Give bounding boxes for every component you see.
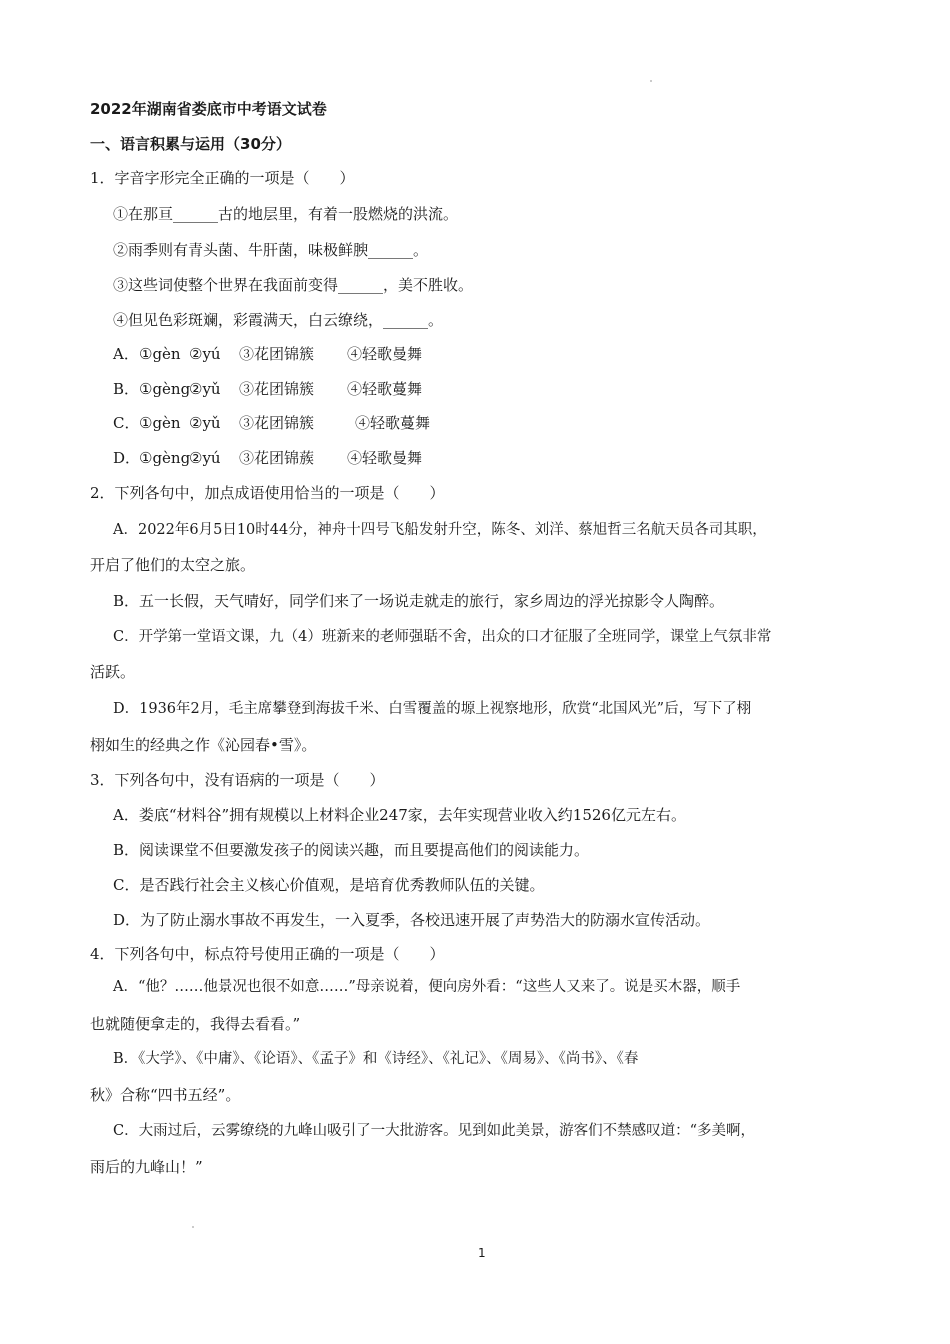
option-part: ①gèn <box>139 414 181 432</box>
question-2-option-a-continued: 开启了他们的太空之旅。 <box>90 556 256 574</box>
question-1-option-b <box>113 379 422 399</box>
option-label: B． <box>113 380 140 398</box>
option-part: ②yú <box>189 345 221 363</box>
document-title: 2022年湖南省娄底市中考语文试卷 <box>90 100 327 118</box>
question-2-option-c-continued: 活跃。 <box>90 663 136 681</box>
option-label: D． <box>113 449 141 467</box>
scan-speck <box>192 1226 194 1228</box>
option-part: ④轻歌曼舞 <box>347 345 423 363</box>
option-part: ①gèng <box>139 380 191 398</box>
section-heading: 一、语言积累与运用（30分） <box>90 135 291 153</box>
scan-speck <box>650 80 652 82</box>
question-1-sentence-1: ①在那亘______古的地层里，有着一股燃烧的洪流。 <box>113 205 459 223</box>
question-4-option-a: A．“他？……他景况也很不如意……”母亲说着，便向房外看：“这些人又来了。说是买木器，顺手 <box>113 979 741 995</box>
question-1-stem: 1．字音字形完全正确的一项是（ ） <box>90 169 355 187</box>
question-2-option-d: D．1936年2月，毛主席攀登到海拔千米、白雪覆盖的塬上视察地形，欣赏“北国风光”后，写下了栩 <box>113 701 752 717</box>
question-2-option-d-continued: 栩如生的经典之作《沁园春•雪》。 <box>90 736 317 754</box>
option-part: ①gèng <box>139 449 191 467</box>
question-2-option-c: C．开学第一堂语文课，九（4）班新来的老师强聒不舍，出众的口才征服了全班同学，课堂上气氛非常 <box>113 629 772 645</box>
option-part: ④轻歌蔓舞 <box>347 380 423 398</box>
question-1-sentence-4: ④但见色彩斑斓，彩霞满天，白云缭绕，______。 <box>113 311 444 329</box>
option-part: ①gèn <box>139 345 181 363</box>
question-1-sentence-2: ②雨季则有青头菌、牛肝菌，味极鲜腴______。 <box>113 241 429 259</box>
question-2-option-b: B．五一长假，天气晴好，同学们来了一场说走就走的旅行，家乡周边的浮光掠影令人陶醉。 <box>113 592 725 610</box>
option-part: ④轻歌蔓舞 <box>355 414 431 432</box>
question-3-option-d: D．为了防止溺水事故不再发生，一入夏季，各校迅速开展了声势浩大的防溺水宣传活动。 <box>113 911 711 929</box>
question-2-stem: 2．下列各句中，加点成语使用恰当的一项是（ ） <box>90 484 445 502</box>
question-3-option-b: B．阅读课堂不但要激发孩子的阅读兴趣，而且要提高他们的阅读能力。 <box>113 841 590 859</box>
option-label: C． <box>113 414 140 432</box>
question-4-stem: 4．下列各句中，标点符号使用正确的一项是（ ） <box>90 945 445 963</box>
question-1-sentence-3: ③这些词使整个世界在我面前变得______，美不胜收。 <box>113 276 474 294</box>
option-part: ④轻歌曼舞 <box>347 449 423 467</box>
question-3-stem: 3．下列各句中，没有语病的一项是（ ） <box>90 771 385 789</box>
question-3-option-a: A．娄底“材料谷”拥有规模以上材料企业247家，去年实现营业收入约1526亿元左右。 <box>113 806 686 824</box>
option-part: ②yǔ <box>189 380 221 398</box>
question-1-option-c <box>113 413 430 433</box>
question-4-option-a-continued: 也就随便拿走的，我得去看看。” <box>90 1015 301 1033</box>
option-part: ③花团锦簇 <box>239 380 315 398</box>
page-number: 1 <box>478 1246 486 1260</box>
question-4-option-c: C．大雨过后，云雾缭绕的九峰山吸引了一大批游客。见到如此美景，游客们不禁感叹道：“多美啊， <box>113 1123 756 1139</box>
question-4-option-b: B．《大学》、《中庸》、《论语》、《孟子》和《诗经》、《礼记》、《周易》、《尚书》、《春 <box>113 1051 639 1067</box>
option-label: A． <box>113 345 139 363</box>
question-4-option-b-continued: 秋》合称“四书五经”。 <box>90 1086 241 1104</box>
option-part: ②yǔ <box>189 414 221 432</box>
question-3-option-c: C．是否践行社会主义核心价值观，是培育优秀教师队伍的关键。 <box>113 876 545 894</box>
option-part: ③花团锦蔟 <box>239 449 315 467</box>
question-1-option-d <box>113 448 422 468</box>
question-4-option-c-continued: 雨后的九峰山！” <box>90 1158 203 1176</box>
option-part: ③花团锦簇 <box>239 414 315 432</box>
option-part: ②yú <box>189 449 221 467</box>
question-1-option-a <box>113 344 422 364</box>
option-part: ③花团锦簇 <box>239 345 315 363</box>
question-2-option-a: A．2022年6月5日10时44分，神舟十四号飞船发射升空，陈冬、刘洋、蔡旭哲三名航天员各司其职， <box>113 522 767 538</box>
